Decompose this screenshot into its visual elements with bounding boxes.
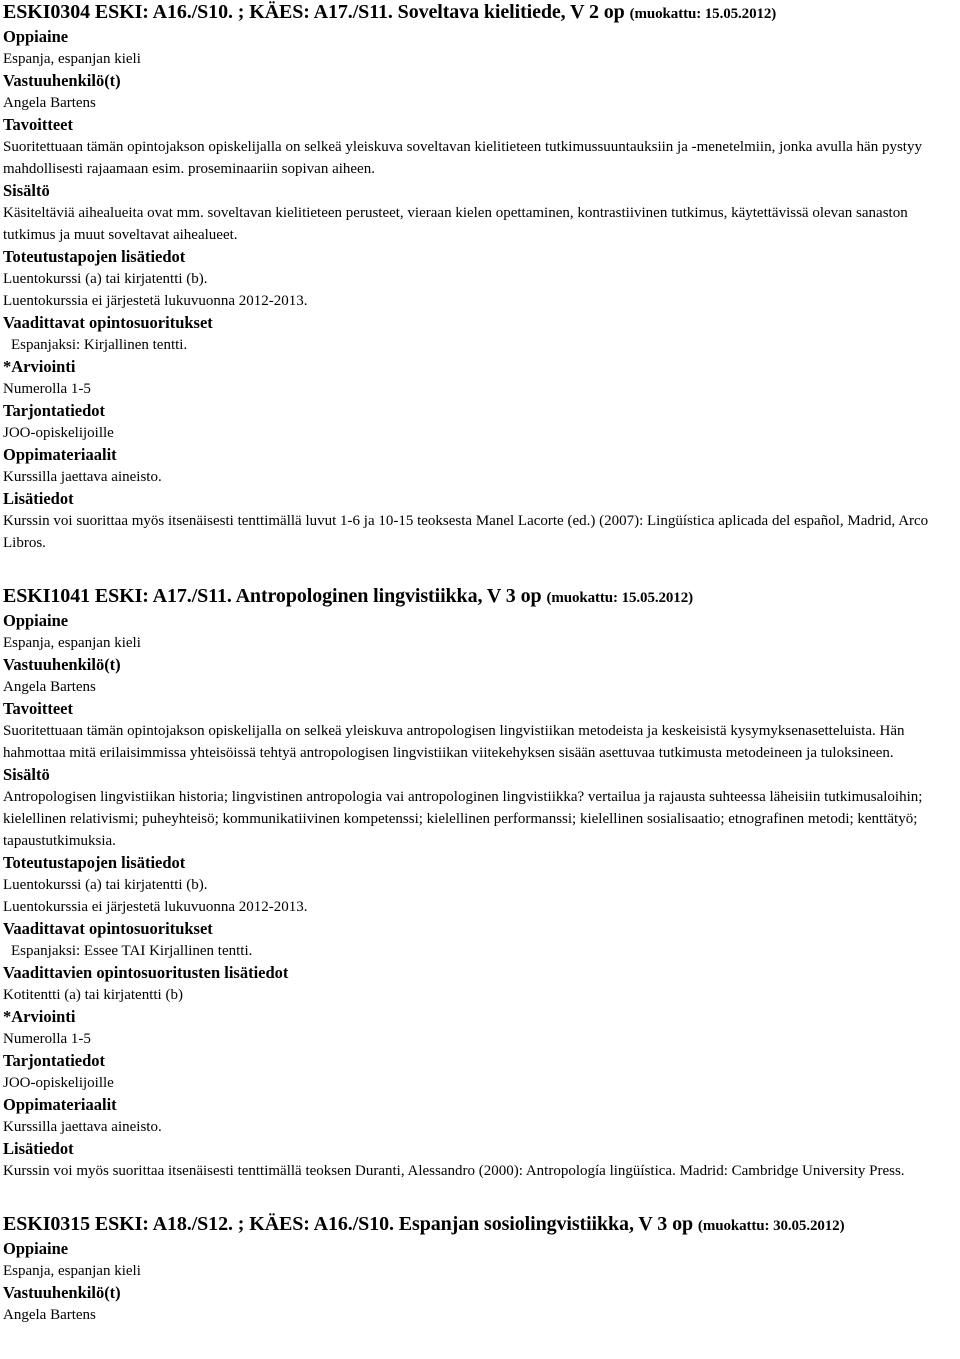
section-text: Angela Bartens [3, 679, 96, 695]
modified-date: (muokattu: 15.05.2012) [546, 590, 693, 606]
course-title [3, 584, 960, 610]
section-text: Kurssin voi myös suorittaa itsenäisesti tenttimällä teoksen Duranti, Alessandro (2000): Antropología lingüística. Madrid: Cambridge University Press. [3, 1163, 905, 1179]
section-heading: Vastuuhenkilö(t) [3, 655, 121, 674]
section-heading: Tarjontatiedot [3, 401, 106, 420]
modified-date: (muokattu: 30.05.2012) [697, 1218, 845, 1234]
course-block [3, 1212, 960, 1326]
section-text: Espanjaksi: Essee TAI Kirjallinen tentti. [11, 943, 253, 959]
section-heading: Oppimateriaalit [3, 445, 117, 464]
section-text: Käsiteltäviä aihealueita ovat mm. soveltavan kielitieteen perusteet, vieraan kielen opettaminen, kontrastiivinen tutkimus, käytettävissä olevan sanaston tutkimus ja muut soveltavat aihealueet. [3, 205, 908, 243]
section-text: Suoritettuaan tämän opintojakson opiskelijalla on selkeä yleiskuva soveltavan kielitieteen tutkimussuuntauksiin ja -menetelmiin, jonka avulla hän pystyy mahdollisesti rajaamaan esim. proseminaariin sopivan aiheen. [3, 139, 922, 177]
course-block [3, 0, 960, 554]
section-heading: Oppiaine [3, 1239, 69, 1258]
course-block [3, 584, 960, 1182]
course-title [3, 0, 960, 26]
section-text: Espanja, espanjan kieli [3, 51, 141, 67]
section-text: Espanjaksi: Kirjallinen tentti. [11, 337, 188, 353]
course-title-text: ESKI0315 ESKI: A18./S12. ; KÄES: A16./S10. Espanjan sosiolingvistiikka, V 3 op [3, 1213, 694, 1235]
section-text: Kotitentti (a) tai kirjatentti (b) [3, 987, 183, 1003]
section-heading: Vaadittavat opintosuoritukset [3, 313, 213, 332]
section-text: Espanja, espanjan kieli [3, 1263, 141, 1279]
section-heading: Oppiaine [3, 27, 69, 46]
section-heading: *Arviointi [3, 357, 76, 376]
section-heading: Toteutustapojen lisätiedot [3, 247, 186, 266]
section-text: Luentokurssi (a) tai kirjatentti (b). [3, 877, 208, 893]
section-text: Luentokurssia ei järjestetä lukuvuonna 2012-2013. [3, 899, 308, 915]
section-text: JOO-opiskelijoille [3, 425, 114, 441]
section-text: Luentokurssia ei järjestetä lukuvuonna 2012-2013. [3, 293, 308, 309]
course-title [3, 1212, 960, 1238]
section-text: Antropologisen lingvistiikan historia; lingvistinen antropologia vai antropologinen lingvistiikka? vertailua ja rajausta suhteessa läheisiin tutkimusaloihin; kielellinen relativismi; puheyhteisö; kommunikatiivinen kompetenssi; kielellinen performanssi; kielellinen sosialisaatio; etnografinen metodi; kenttätyö; tapaustutkimuksia. [3, 789, 923, 849]
section-heading: Vaadittavien opintosuoritusten lisätiedot [3, 963, 289, 982]
section-text: Angela Bartens [3, 95, 96, 111]
section-heading: Vastuuhenkilö(t) [3, 1283, 121, 1302]
course-title-text: ESKI0304 ESKI: A16./S10. ; KÄES: A17./S11. Soveltava kielitiede, V 2 op [3, 1, 625, 23]
section-heading: Oppiaine [3, 611, 69, 630]
section-text: Luentokurssi (a) tai kirjatentti (b). [3, 271, 208, 287]
section-heading: Lisätiedot [3, 489, 74, 508]
section-text: Angela Bartens [3, 1307, 96, 1323]
section-text: JOO-opiskelijoille [3, 1075, 114, 1091]
section-text: Kurssin voi suorittaa myös itsenäisesti tenttimällä luvut 1-6 ja 10-15 teoksesta Manel Lacorte (ed.) (2007): Lingüística aplicada del español, Madrid, Arco Libros. [3, 513, 929, 551]
section-text: Numerolla 1-5 [3, 1031, 91, 1047]
section-heading: Sisältö [3, 765, 50, 784]
section-heading: Tarjontatiedot [3, 1051, 106, 1070]
section-heading: Lisätiedot [3, 1139, 74, 1158]
section-heading: *Arviointi [3, 1007, 76, 1026]
section-heading: Vastuuhenkilö(t) [3, 71, 121, 90]
section-text: Kurssilla jaettava aineisto. [3, 1119, 162, 1135]
course-title-text: ESKI1041 ESKI: A17./S11. Antropologinen lingvistiikka, V 3 op [3, 585, 542, 607]
section-text: Suoritettuaan tämän opintojakson opiskelijalla on selkeä yleiskuva antropologisen lingvistiikan metodeista ja keskeisistä kysymyksenasetteluista. Hän hahmottaa mitä erilaisimmissa yhteisöissä tehtyä antropologisen lingvistiikan viitekehyksen sisään asettuvaa tutkimusta metodeineen ja tuloksineen. [3, 723, 905, 761]
section-heading: Toteutustapojen lisätiedot [3, 853, 186, 872]
section-text: Kurssilla jaettava aineisto. [3, 469, 162, 485]
section-text: Espanja, espanjan kieli [3, 635, 141, 651]
section-heading: Vaadittavat opintosuoritukset [3, 919, 213, 938]
section-heading: Tavoitteet [3, 699, 73, 718]
section-heading: Sisältö [3, 181, 50, 200]
section-text: Numerolla 1-5 [3, 381, 91, 397]
modified-date: (muokattu: 15.05.2012) [629, 6, 777, 22]
section-heading: Oppimateriaalit [3, 1095, 117, 1114]
section-heading: Tavoitteet [3, 115, 73, 134]
